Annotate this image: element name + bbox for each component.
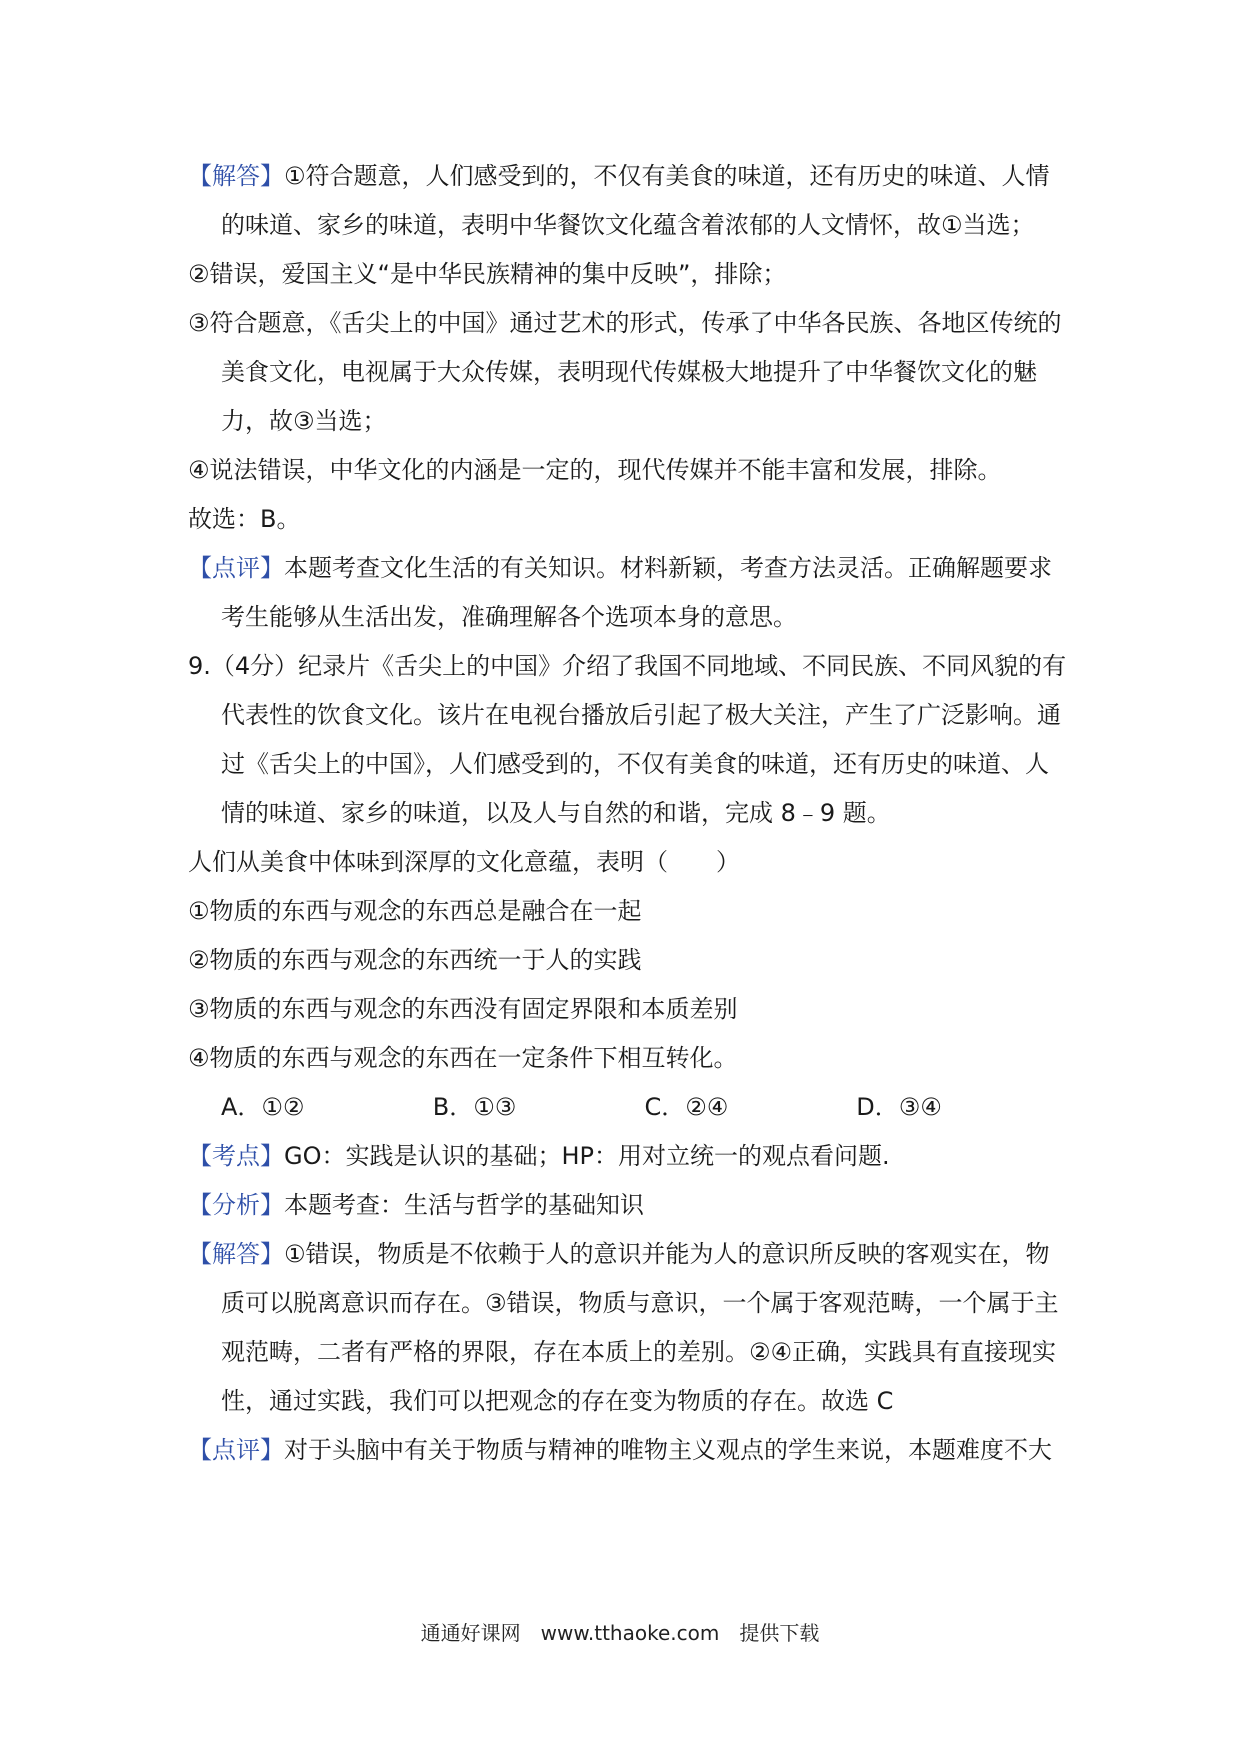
review-tag: 【点评】 [188,554,284,582]
option-d: D．③④ [856,1093,942,1121]
question-9-intro: 9.（4分）纪录片《舌尖上的中国》介绍了我国不同地域、不同民族、不同风貌的有代表性的饮食文化。该片在电视台播放后引起了极大关注，产生了广泛影响。通过《舌尖上的中国》，人们感受到的，不仅有美食的味道，还有历史的味道、人情的味道、家乡的味道，以及人与自然的和谐，完成 8﹣9 题。 [188,652,1067,827]
statement-2: ②物质的东西与观念的东西统一于人的实践 [188,946,642,974]
prev-statement-2: ②错误，爱国主义“是中华民族精神的集中反映”，排除； [188,260,787,288]
kaodian-text: GO：实践是认识的基础；HP：用对立统一的观点看问题. [284,1142,890,1170]
prev-review [188,544,1068,642]
prev-statement-4: ④说法错误，中华文化的内涵是一定的，现代传媒并不能丰富和发展，排除。 [188,456,1002,484]
q9-answer [188,1230,1068,1426]
option-c: C．②④ [644,1093,729,1121]
option-b: B．①③ [432,1093,517,1121]
prev-result: 故选：B。 [188,505,301,533]
kaodian-tag: 【考点】 [188,1142,284,1170]
answer-tag: 【解答】 [188,162,284,190]
q9-review-tag: 【点评】 [188,1436,284,1464]
question-9-stem: 人们从美食中体味到深厚的文化意蕴，表明（ ） [188,848,740,876]
q9-answer-text: ①错误，物质是不依赖于人的意识并能为人的意识所反映的客观实在，物质可以脱离意识而存在。③错误，物质与意识，一个属于客观范畴，一个属于主观范畴，二者有严格的界限，存在本质上的差别。②④正确，实践具有直接现实性，通过实践，我们可以把观念的存在变为物质的存在。故选 C [221,1240,1059,1415]
answer-text: ①符合题意，人们感受到的，不仅有美食的味道，还有历史的味道、人情的味道、家乡的味道，表明中华餐饮文化蕴含着浓郁的人文情怀，故①当选； [221,162,1050,239]
statement-4: ④物质的东西与观念的东西在一定条件下相互转化。 [188,1044,738,1072]
fenxi [188,1181,1068,1230]
q9-answer-tag: 【解答】 [188,1240,284,1268]
fenxi-tag: 【分析】 [188,1191,284,1219]
answer-options [188,1083,1068,1132]
prev-statement-3: ③符合题意，《舌尖上的中国》通过艺术的形式，传承了中华各民族、各地区传统的美食文化，电视属于大众传媒，表明现代传媒极大地提升了中华餐饮文化的魅力，故③当选； [188,309,1062,435]
page-footer: 通通好课网 www.tthaoke.com 提供下载 [420,1621,820,1645]
fenxi-text: 本题考查：生活与哲学的基础知识 [284,1191,644,1219]
prev-answer [188,152,1068,250]
q9-review-text: 对于头脑中有关于物质与精神的唯物主义观点的学生来说，本题难度不大 [284,1436,1052,1464]
option-a: A．①② [221,1093,305,1121]
review-text: 本题考查文化生活的有关知识。材料新颖，考查方法灵活。正确解题要求考生能够从生活出发，准确理解各个选项本身的意思。 [221,554,1052,631]
statement-1: ①物质的东西与观念的东西总是融合在一起 [188,897,642,925]
statement-3: ③物质的东西与观念的东西没有固定界限和本质差别 [188,995,738,1023]
q9-review [188,1426,1068,1475]
page-content [188,152,1068,1475]
kaodian [188,1132,1068,1181]
